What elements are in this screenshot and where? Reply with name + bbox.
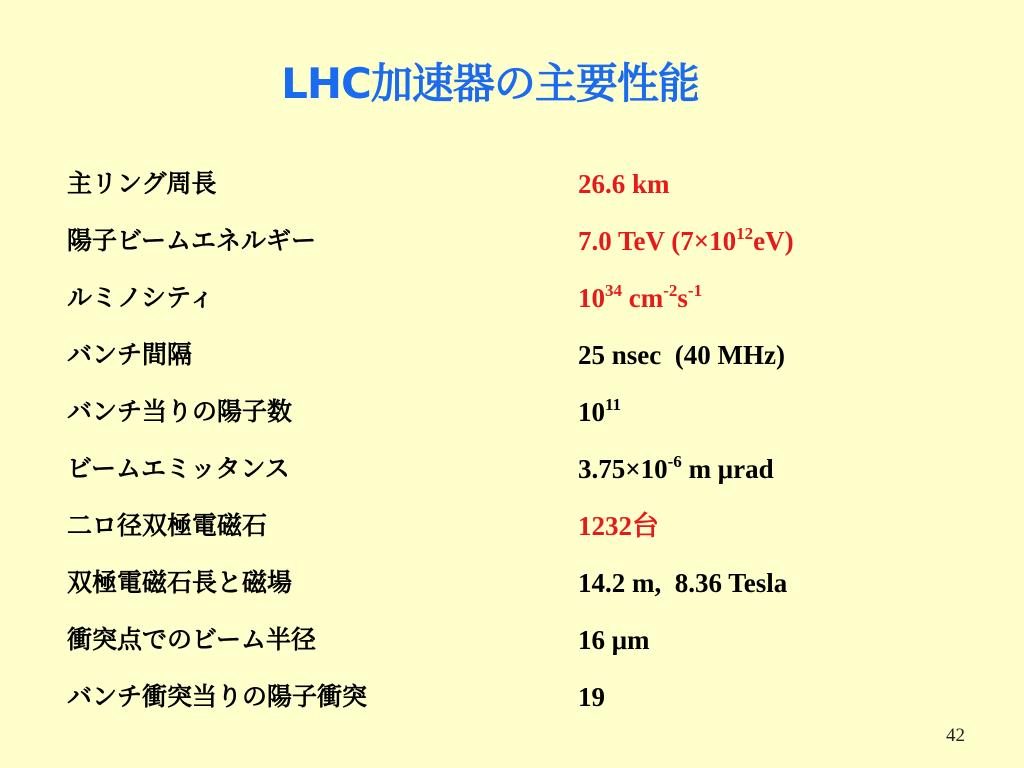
spec-value	[578, 335, 785, 375]
spec-row-protons-per-bunch	[0, 392, 1024, 432]
spec-value-unit: s	[677, 283, 688, 313]
spec-value	[578, 620, 650, 660]
spec-value-text: 3.75×10	[578, 454, 668, 484]
spec-row-bunch-spacing	[0, 335, 1024, 375]
spec-value-text: 7.0 TeV (7×10	[578, 226, 737, 256]
spec-value-exponent: 11	[605, 395, 622, 414]
spec-value-exponent: -6	[667, 452, 682, 471]
spec-value-exponent: 34	[605, 281, 622, 300]
spec-value	[578, 506, 659, 546]
spec-row-dipole-magnets	[0, 506, 1024, 546]
spec-label: バンチ間隔	[67, 340, 193, 369]
spec-value-text: 10	[578, 397, 605, 427]
spec-value-exponent: 12	[736, 224, 754, 243]
spec-value	[578, 164, 670, 204]
spec-value	[578, 677, 605, 717]
spec-row-luminosity	[0, 278, 1024, 318]
spec-value-exponent: -2	[663, 281, 678, 300]
spec-value-text: 14.2 m, 8.36 Tesla	[578, 568, 788, 598]
spec-label: ルミノシティ	[67, 283, 215, 312]
spec-row-beam-radius	[0, 620, 1024, 660]
spec-row-collisions-per-crossing	[0, 677, 1024, 717]
spec-label: 衝突点でのビーム半径	[67, 625, 317, 654]
spec-value	[578, 221, 794, 261]
spec-value-unit: cm	[622, 283, 664, 313]
spec-value	[578, 449, 774, 489]
spec-label: 陽子ビームエネルギー	[67, 226, 317, 255]
spec-label: 二ロ径双極電磁石	[67, 511, 268, 540]
spec-row-beam-energy	[0, 221, 1024, 261]
spec-value-exponent: -1	[687, 281, 703, 300]
spec-row-beam-emittance	[0, 449, 1024, 489]
spec-value-text: 10	[578, 283, 605, 313]
spec-label: バンチ当りの陽子数	[67, 397, 293, 426]
spec-value-suffix: eV)	[753, 226, 794, 256]
spec-label: ビームエミッタンス	[67, 454, 290, 483]
spec-value	[578, 392, 621, 432]
spec-row-dipole-length-field	[0, 563, 1024, 603]
spec-label: 双極電磁石長と磁場	[67, 568, 293, 597]
spec-value	[578, 278, 702, 318]
spec-value	[578, 563, 787, 603]
spec-value-suffix: m μrad	[681, 454, 774, 484]
spec-value-text: 19	[578, 682, 605, 712]
spec-value-text: 26.6 km	[578, 169, 670, 199]
spec-value-text: 1232台	[578, 511, 659, 541]
slide-title: LHC加速器の主要性能	[281, 59, 699, 108]
spec-label: バンチ衝突当りの陽子衝突	[67, 682, 368, 711]
spec-row-ring-circumference	[0, 164, 1024, 204]
spec-value-text: 25 nsec (40 MHz)	[578, 340, 785, 370]
spec-label: 主リング周長	[67, 169, 217, 198]
page-number: 42	[946, 725, 965, 746]
spec-value-text: 16 μm	[578, 625, 650, 655]
